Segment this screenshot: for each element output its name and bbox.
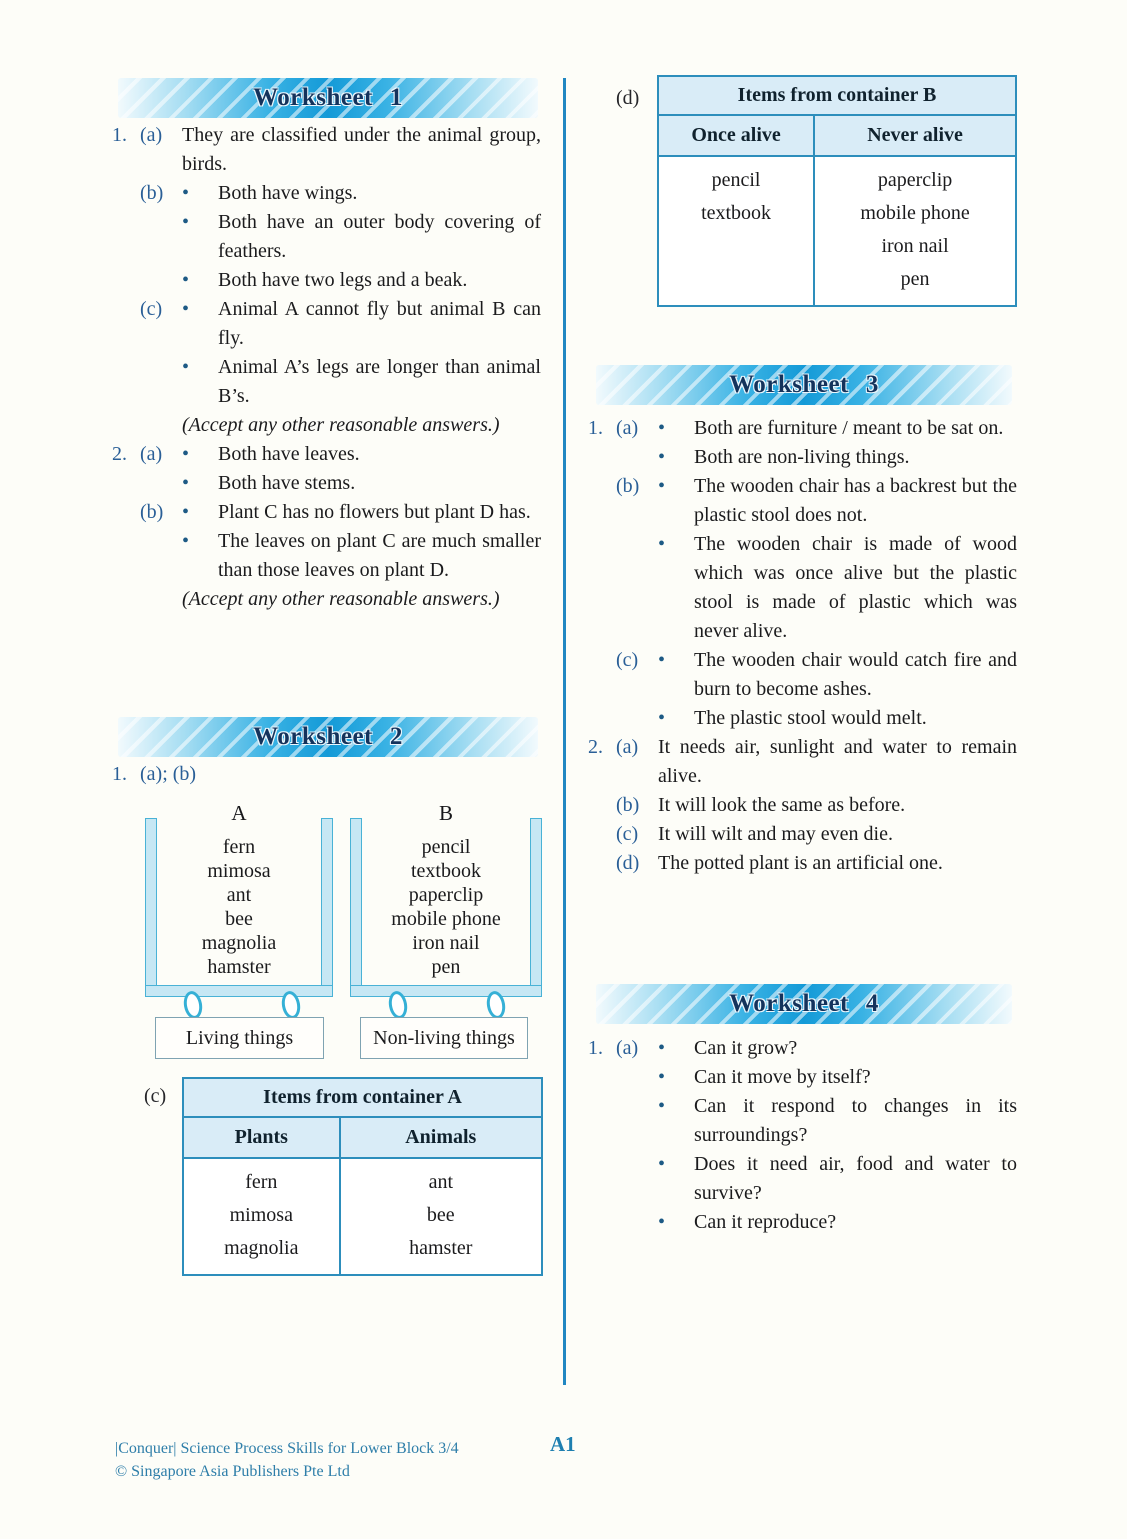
bullet-marker: • (658, 1066, 666, 1088)
table-c-block (112, 1077, 543, 1276)
answer-text: Both are furniture / meant to be sat on. (694, 417, 1004, 439)
column-header: Animals (339, 1118, 541, 1157)
bullet-marker: • (182, 356, 190, 378)
answer-row (112, 469, 541, 498)
container-wall (530, 818, 542, 997)
bullet-marker: • (658, 417, 666, 439)
column-header: Plants (234, 1126, 288, 1148)
item-letter: (d) (616, 852, 640, 874)
answer-row (588, 1150, 1017, 1208)
container-a-items: fern mimosa ant bee magnolia hamster (201, 836, 277, 978)
answer-text: Can it move by itself? (694, 1066, 871, 1088)
bullet-marker: • (658, 533, 666, 555)
worksheet-1-banner (118, 78, 538, 118)
answer-text: Both have stems. (218, 472, 356, 494)
answer-text: Both have wings. (218, 182, 358, 204)
answer-row (112, 121, 541, 179)
answer-row (588, 443, 1017, 472)
table-c-prefix: (c) (144, 1085, 167, 1107)
answer-text: The potted plant is an artificial one. (658, 852, 943, 874)
living-things-tag: Living things (155, 1017, 324, 1059)
column-divider (563, 78, 566, 1385)
table-d-block (588, 75, 1018, 307)
container-wall (350, 818, 362, 997)
table-body (184, 1159, 541, 1274)
worksheet-3-answers (588, 414, 1017, 878)
answer-row (588, 1063, 1017, 1092)
container-wall (145, 985, 333, 997)
item-letter: (b) (616, 794, 640, 816)
answer-text: They are classified under the animal group, birds. (182, 124, 541, 175)
item-letter: (b) (140, 501, 164, 523)
answer-text: It needs air, sunlight and water to remain alive. (658, 736, 1017, 787)
worksheet-3-title: Worksheet 3 (729, 371, 879, 398)
table-body (659, 157, 1015, 305)
table-d-prefix: (d) (616, 87, 640, 109)
answer-text: Both have an outer body covering of feathers. (218, 211, 541, 262)
table-headers (184, 1118, 541, 1159)
worksheet-1-title: Worksheet 1 (253, 84, 403, 111)
item-letter: (c) (616, 649, 639, 671)
item-letter: (b) (140, 182, 164, 204)
worksheet-1-answers (112, 121, 541, 614)
item-number: 1. (112, 763, 127, 785)
bullet-marker: • (658, 707, 666, 729)
item-letters: (a); (b) (140, 763, 197, 785)
worksheet-3-banner (596, 365, 1012, 405)
bullet-marker: • (658, 475, 666, 497)
answer-row (112, 527, 541, 585)
worksheet-2-banner (118, 717, 538, 757)
bullet-marker: • (658, 649, 666, 671)
answer-text: Can it respond to changes in its surroundings? (694, 1095, 1017, 1146)
animals-column: ant bee hamster (339, 1159, 541, 1274)
container-wall (145, 818, 157, 997)
answer-text: Animal A cannot fly but animal B can fly. (218, 298, 541, 349)
answer-text: It will look the same as before. (658, 794, 906, 816)
answer-row (588, 1092, 1017, 1150)
column-header: Once alive (691, 124, 781, 146)
table-headers (659, 116, 1015, 157)
container-a-label: A (231, 801, 247, 825)
worksheet-4-answers (588, 1034, 1017, 1237)
container-b-label: B (438, 801, 453, 825)
item-number: 2. (112, 443, 127, 465)
footer-copyright: © Singapore Asia Publishers Pte Ltd (115, 1463, 350, 1480)
never-alive-column: paperclip mobile phone iron nail pen (813, 157, 1015, 305)
bullet-marker: • (182, 472, 190, 494)
answer-row (112, 585, 541, 614)
answer-text: The leaves on plant C are much smaller than those leaves on plant D. (218, 530, 541, 581)
answer-row (588, 646, 1017, 704)
worksheet-2-intro (112, 760, 541, 789)
bullet-marker: • (182, 530, 190, 552)
answer-row (588, 791, 1017, 820)
bullet-marker: • (658, 1095, 666, 1117)
items-from-container-b-table (657, 75, 1017, 307)
answer-text: The wooden chair would catch fire and burn to become ashes. (694, 649, 1017, 700)
containers-diagram (112, 798, 542, 1061)
bullet-marker: • (182, 443, 190, 465)
answer-text: Plant C has no flowers but plant D has. (218, 501, 531, 523)
answer-row (588, 414, 1017, 443)
container-a (145, 818, 333, 997)
accept-note: (Accept any other reasonable answers.) (182, 588, 500, 610)
answer-row (588, 704, 1017, 733)
container-b-items: pencil textbook paperclip mobile phone iron nail pen (391, 836, 501, 978)
answer-row (112, 208, 541, 266)
answer-row (112, 266, 541, 295)
answer-text: Can it grow? (694, 1037, 798, 1059)
answer-text: Both have two legs and a beak. (218, 269, 468, 291)
item-letter: (c) (140, 298, 163, 320)
item-number: 1. (588, 417, 603, 439)
column-header: Never alive (813, 116, 1015, 155)
page-number: A1 (550, 1432, 576, 1456)
item-letter: (a) (616, 417, 639, 439)
answer-row (112, 179, 541, 208)
answer-text: The plastic stool would melt. (694, 707, 927, 729)
item-number: 2. (588, 736, 603, 758)
answer-row (112, 760, 541, 789)
answer-row (588, 1208, 1017, 1237)
bullet-marker: • (182, 211, 190, 233)
container-wall (321, 818, 333, 997)
footer (115, 1437, 459, 1483)
worksheet-4-title: Worksheet 4 (729, 990, 879, 1017)
answer-row (588, 820, 1017, 849)
worksheet-2-title: Worksheet 2 (253, 723, 403, 750)
answer-text: Can it reproduce? (694, 1211, 837, 1233)
bullet-marker: • (658, 1037, 666, 1059)
accept-note: (Accept any other reasonable answers.) (182, 414, 500, 436)
item-number: 1. (112, 124, 127, 146)
bullet-marker: • (182, 298, 190, 320)
item-letter: (a) (616, 1037, 639, 1059)
item-letter: (b) (616, 475, 640, 497)
answer-text: Does it need air, food and water to survive? (694, 1153, 1017, 1204)
container-b (350, 818, 542, 997)
bullet-marker: • (182, 269, 190, 291)
item-letter: (a) (140, 443, 163, 465)
answer-text: Animal A’s legs are longer than animal B’s. (218, 356, 541, 407)
item-number: 1. (588, 1037, 603, 1059)
items-from-container-a-table (182, 1077, 543, 1276)
non-living-things-tag: Non-living things (360, 1017, 528, 1059)
container-wall (350, 985, 542, 997)
item-letter: (a) (616, 736, 639, 758)
plants-column: fern mimosa magnolia (224, 1171, 299, 1259)
table-title: Items from container B (659, 77, 1015, 116)
bullet-marker: • (658, 1153, 666, 1175)
answer-row (112, 440, 541, 469)
answer-row (112, 411, 541, 440)
answer-text: Both have leaves. (218, 443, 360, 465)
once-alive-column: pencil textbook (701, 169, 772, 224)
answer-row (112, 353, 541, 411)
answer-row (588, 849, 1017, 878)
answer-row (588, 733, 1017, 791)
table-title: Items from container A (184, 1079, 541, 1118)
answer-row (588, 472, 1017, 530)
bullet-marker: • (658, 446, 666, 468)
answer-text: It will wilt and may even die. (658, 823, 893, 845)
answer-row (112, 498, 541, 527)
bullet-marker: • (182, 182, 190, 204)
answer-row (588, 1034, 1017, 1063)
item-letter: (c) (616, 823, 639, 845)
answer-row (112, 295, 541, 353)
answer-text: The wooden chair has a backrest but the plastic stool does not. (694, 475, 1017, 526)
footer-book-title: |Conquer| Science Process Skills for Lower Block 3/4 (115, 1440, 459, 1457)
worksheet-4-banner (596, 984, 1012, 1024)
answer-text: The wooden chair is made of wood which was once alive but the plastic stool is made of plastic which was never alive. (694, 533, 1017, 642)
answer-row (588, 530, 1017, 646)
answer-text: Both are non-living things. (694, 446, 910, 468)
item-letter: (a) (140, 124, 163, 146)
bullet-marker: • (182, 501, 190, 523)
bullet-marker: • (658, 1211, 666, 1233)
